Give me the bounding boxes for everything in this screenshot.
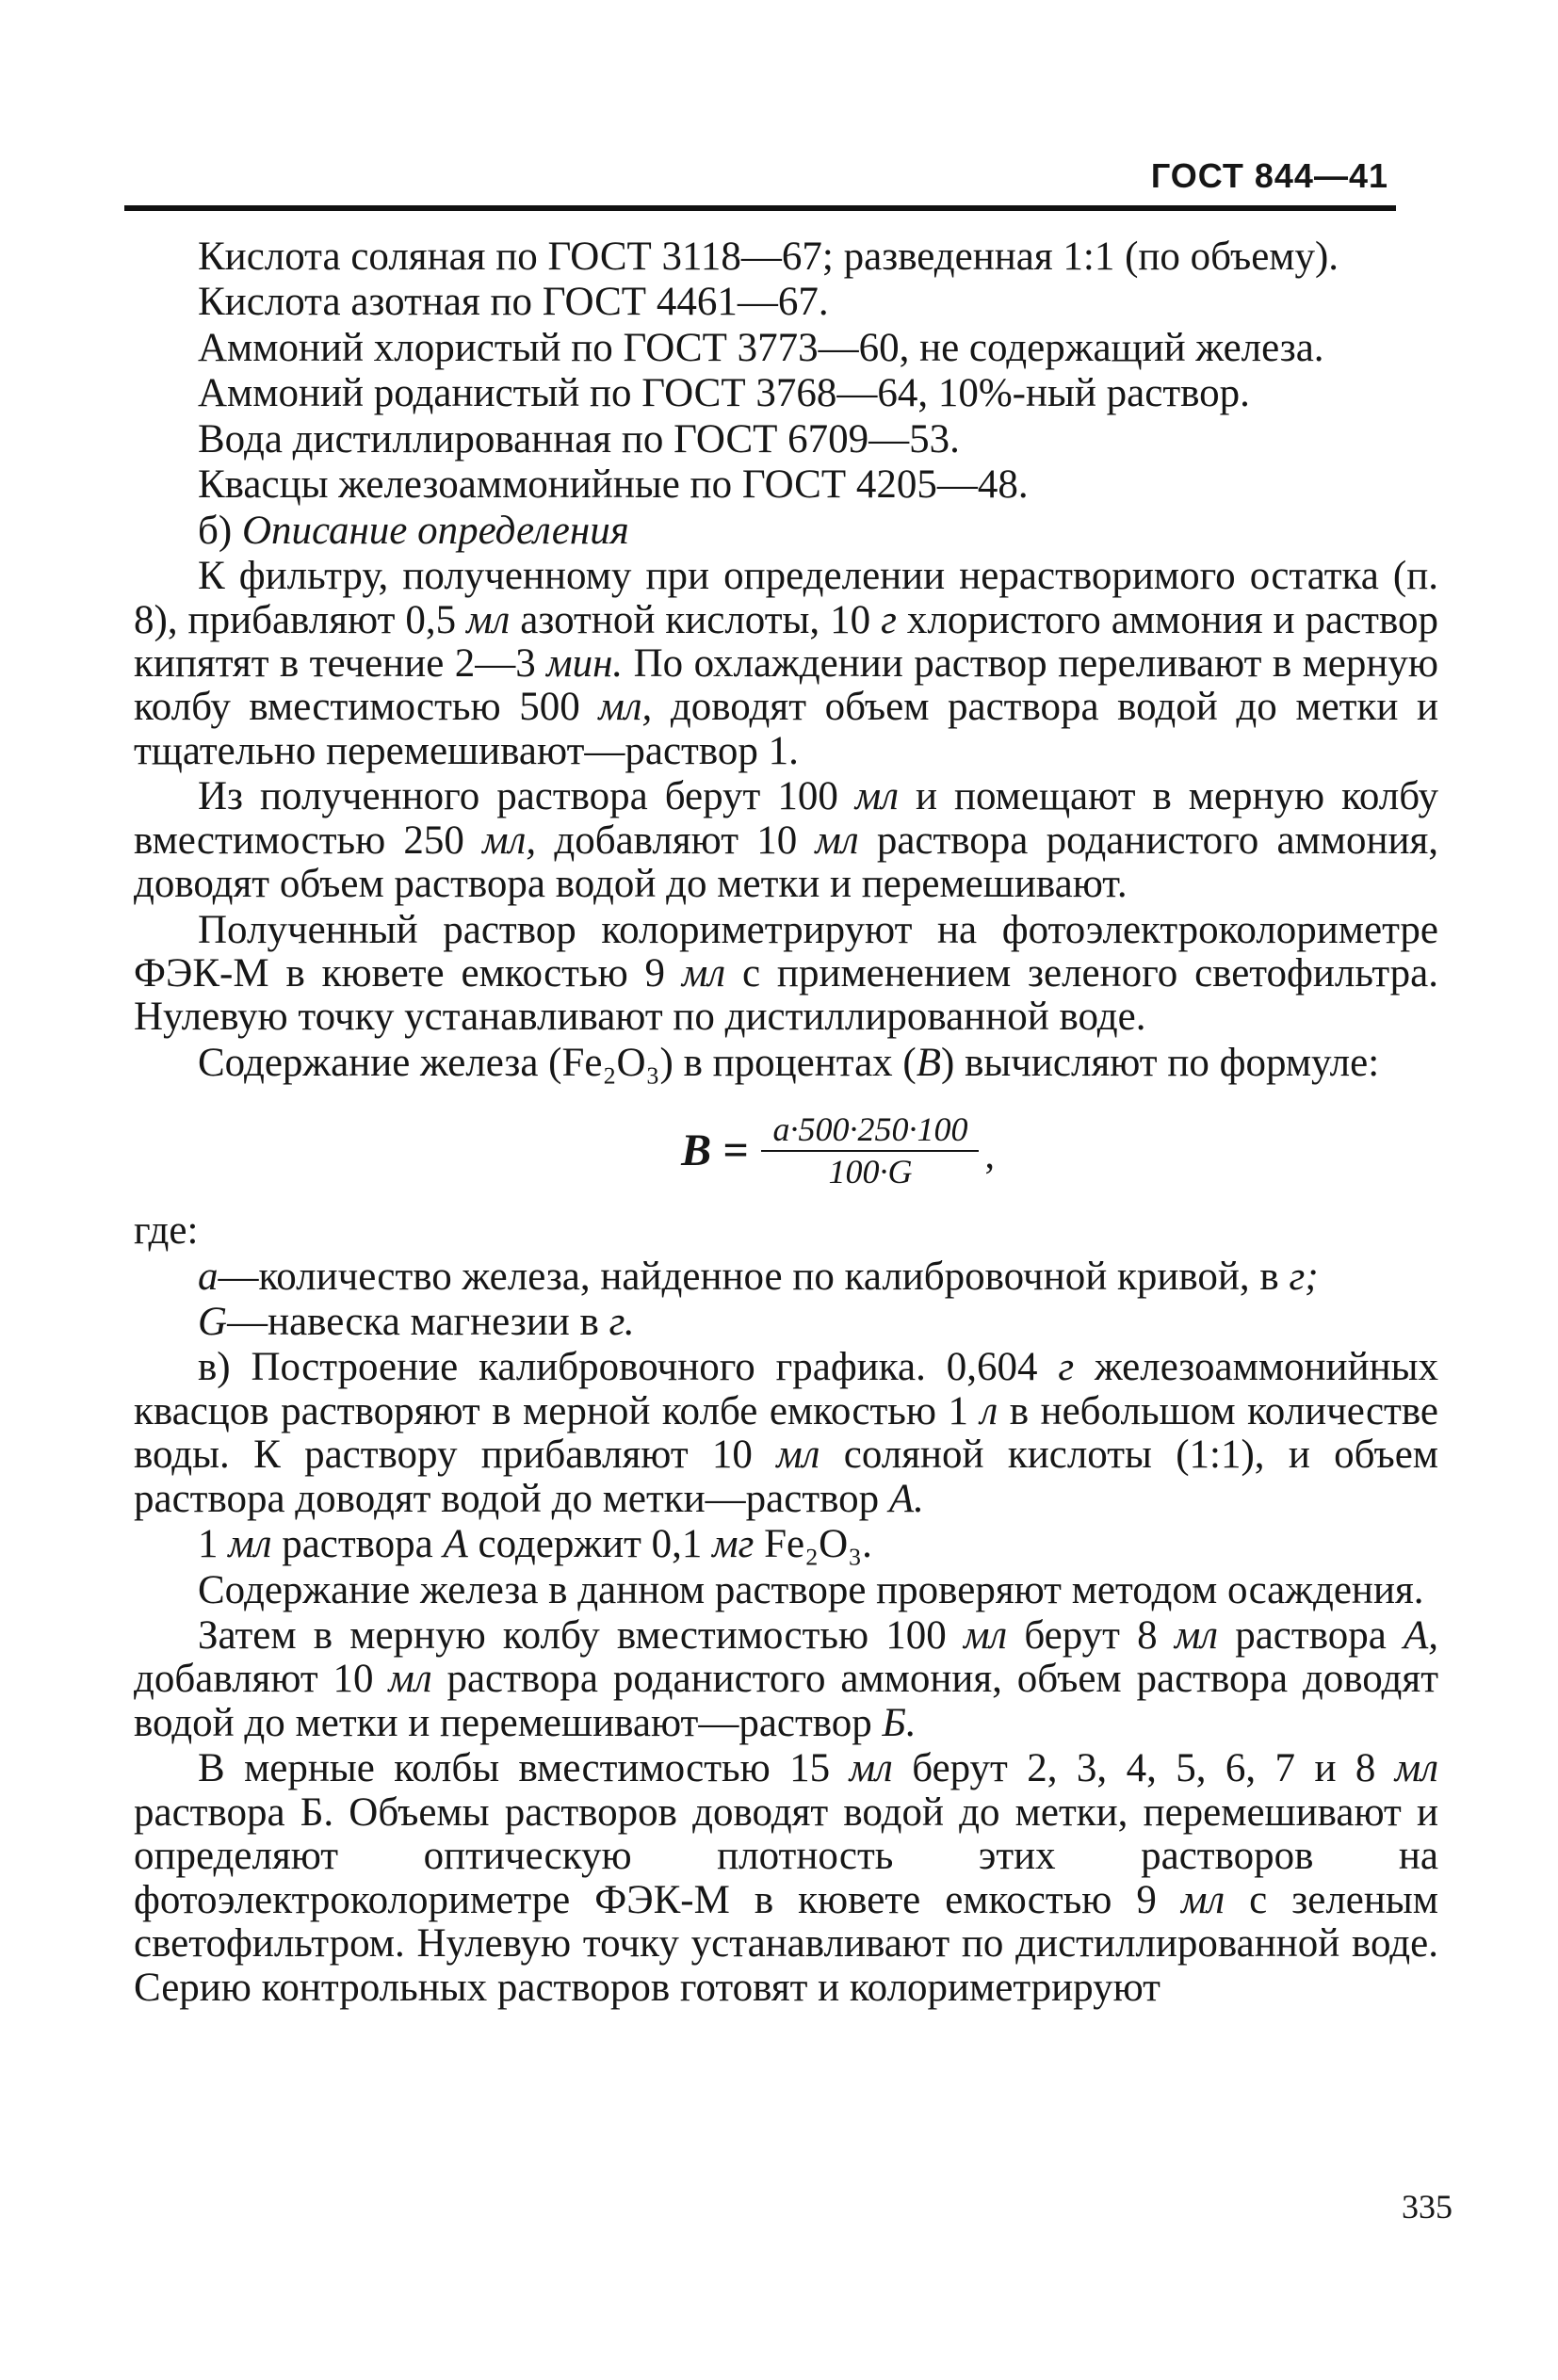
reagent-iron-alum: Квасцы железоаммонийные по ГОСТ 4205—48.	[198, 462, 1029, 508]
formula-fraction	[761, 1111, 979, 1190]
paragraph-solution-a-content: 1 мл раствора А содержит 0,1 мг Fe₂O₃.	[198, 1522, 872, 1567]
iron-content-formula	[134, 1111, 1438, 1190]
formula-numerator: a·500·250·100	[761, 1111, 979, 1152]
section-heading-description: б) Описание определения	[198, 508, 629, 553]
paragraph-control-series: В мерные колбы вместимостью 15 мл берут 2, 3, 4, 5, 6, 7 и 8 мл раствора Б. Объемы растворов доводят водой до метки, перемешивают и определяют оптическую плотность этих растворов на фотоэлектроколориметре ФЭК-М в кювете емкостью 9 мл с зеленым светофильтром. Нулевую точку устанавливают по дистиллированной воде. Серию контрольных растворов готовят и колориметрируют	[134, 1746, 1438, 2010]
reagent-distilled-water: Вода дистиллированная по ГОСТ 6709—53.	[198, 416, 960, 461]
page-header-standard-number: ГОСТ 844—41	[1150, 156, 1388, 195]
paragraph-calibration: в) Построение калибровочного графика. 0,604 г железоаммонийных квасцов растворяют в мерной колбе емкостью 1 л в небольшом количестве воды. К раствору прибавляют 10 мл соляной кислоты (1:1), и объем раствора доводят водой до метки—раствор А.	[134, 1345, 1439, 1521]
paragraph-verification: Содержание железа в данном растворе проверяют методом осаждения.	[198, 1567, 1424, 1612]
paragraph-aliquot: Из полученного раствора берут 100 мл и помещают в мерную колбу вместимостью 250 мл, добавляют 10 мл раствора роданистого аммония, доводят объем раствора водой до метки и перемешивают.	[134, 774, 1439, 907]
paragraph-formula-intro: Содержание железа (Fe₂O₃) в процентах (B) вычисляют по формуле:	[198, 1040, 1380, 1085]
paragraph-procedure: К фильтру, полученному при определении нерастворимого остатка (п. 8), прибавляют 0,5 мл азотной кислоты, 10 г хлористого аммония и раствор кипятят в течение 2—3 мин. По охлаждении раствор переливают в мерную колбу вместимостью 500 мл, доводят объем раствора водой до метки и тщательно перемешивают—раствор 1.	[134, 554, 1439, 773]
formula-lhs: B =	[681, 1125, 749, 1176]
page-number: 335	[1402, 2188, 1453, 2226]
reagent-ammonium-chloride: Аммоний хлористый по ГОСТ 3773—60, не содержащий железа.	[198, 325, 1324, 370]
where-label: где:	[134, 1208, 199, 1254]
formula-trailing: ,	[984, 1133, 995, 1177]
definition-a: a—количество железа, найденное по калибровочной кривой, в г;	[198, 1254, 1319, 1299]
reagent-nitric-acid: Кислота азотная по ГОСТ 4461—67.	[198, 280, 829, 325]
reagent-ammonium-thiocyanate: Аммоний роданистый по ГОСТ 3768—64, 10%-ный раствор.	[198, 371, 1250, 416]
paragraph-solution-b: Затем в мерную колбу вместимостью 100 мл берут 8 мл раствора А, добавляют 10 мл раствора роданистого аммония, объем раствора доводят водой до метки и перемешивают—раствор Б.	[134, 1613, 1438, 1745]
document-body	[134, 235, 1438, 2012]
definition-g: G—навеска магнезии в г.	[198, 1299, 635, 1344]
variable-definitions	[134, 1255, 1438, 1345]
formula-denominator: 100·G	[828, 1153, 913, 1191]
header-rule	[124, 205, 1396, 211]
reagent-hydrochloric-acid: Кислота соляная по ГОСТ 3118—67; разведенная 1:1 (по объему).	[198, 235, 1339, 279]
paragraph-colorimetry: Полученный раствор колориметрируют на фотоэлектроколориметре ФЭК-М в кювете емкостью 9 мл с применением зеленого светофильтра. Нулевую точку устанавливают по дистиллированной воде.	[134, 907, 1438, 1040]
